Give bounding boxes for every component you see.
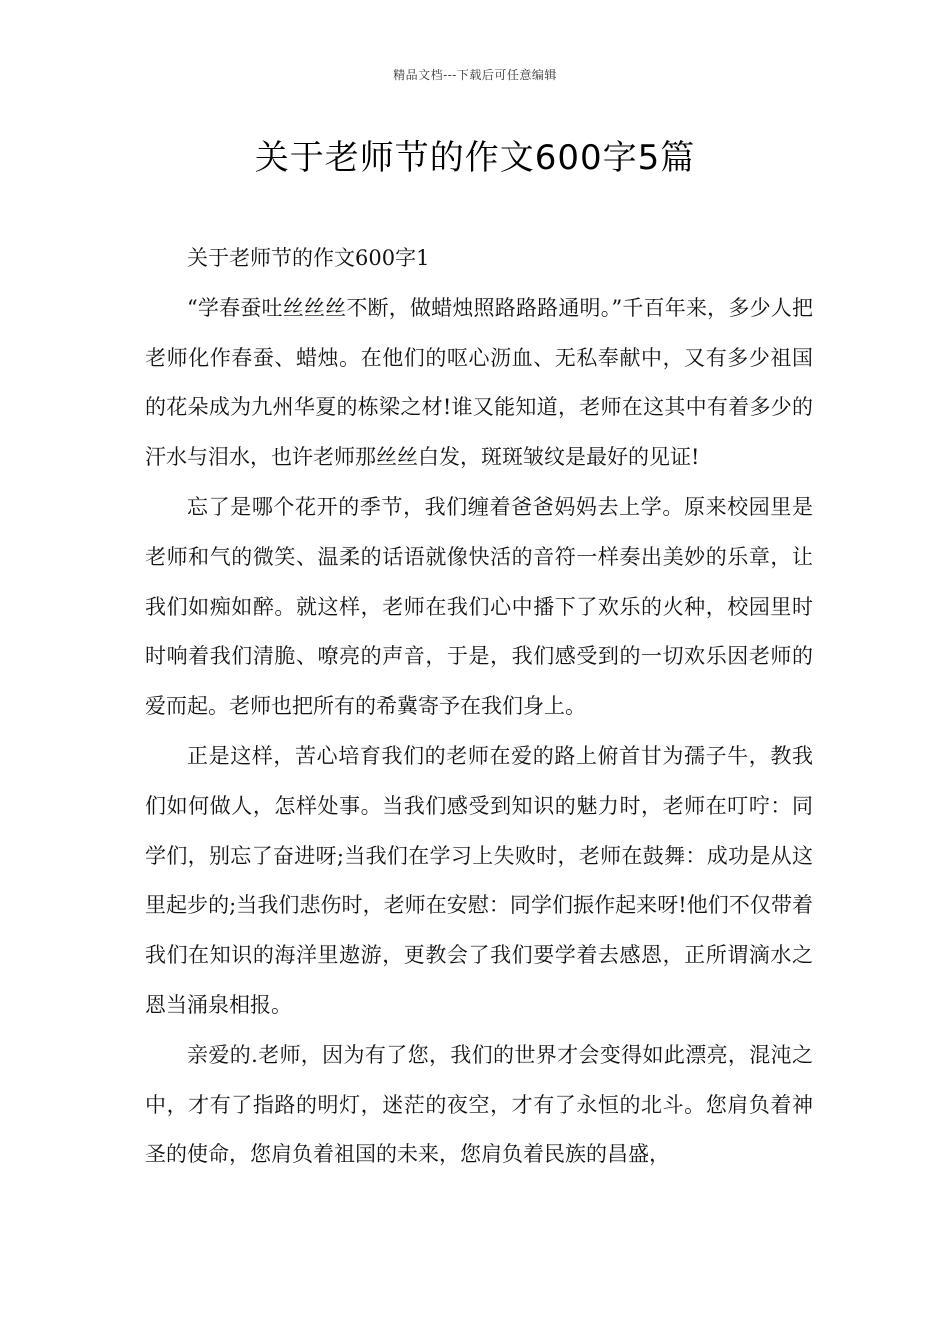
article-body bbox=[145, 234, 813, 1180]
paragraph-4: 亲爱的.老师，因为有了您，我们的世界才会变得如此漂亮，混沌之中，才有了指路的明灯，迷茫的夜空，才有了永恒的北斗。您肩负着神圣的使命，您肩负着祖国的未来，您肩负着民族的昌盛， bbox=[145, 1042, 813, 1167]
paragraph-3: 正是这样，苦心培育我们的老师在爱的路上俯首甘为孺子牛，教我们如何做人，怎样处事。当我们感受到知识的魅力时，老师在叮咛：同学们，别忘了奋进呀;当我们在学习上失败时，老师在鼓舞：成功是从这里起步的;当我们悲伤时，老师在安慰：同学们振作起来呀!他们不仅带着我们在知识的海洋里遨游，更教会了我们要学着去感恩，正所谓滴水之恩当涌泉相报。 bbox=[145, 743, 813, 1017]
header-note: 精品文档---下载后可任意编辑 bbox=[393, 68, 557, 82]
section-title: 关于老师节的作文600字1 bbox=[187, 246, 430, 270]
paragraph-2: 忘了是哪个花开的季节，我们缠着爸爸妈妈去上学。原来校园里是老师和气的微笑、温柔的话语就像快活的音符一样奏出美妙的乐章，让我们如痴如醉。就这样，老师在我们心中播下了欢乐的火种，校园里时时响着我们清脆、嘹亮的声音，于是，我们感受到的一切欢乐因老师的爱而起。老师也把所有的希冀寄予在我们身上。 bbox=[145, 494, 813, 719]
paragraph-1: “学春蚕吐丝丝丝不断，做蜡烛照路路路通明。”千百年来，多少人把老师化作春蚕、蜡烛。在他们的呕心沥血、无私奉献中，又有多少祖国的花朵成为九州华夏的栋梁之材!谁又能知道，老师在这其中有着多少的汗水与泪水，也许老师那丝丝白发，斑斑皱纹是最好的见证! bbox=[145, 295, 813, 470]
page-title: 关于老师节的作文600字5篇 bbox=[254, 138, 696, 178]
